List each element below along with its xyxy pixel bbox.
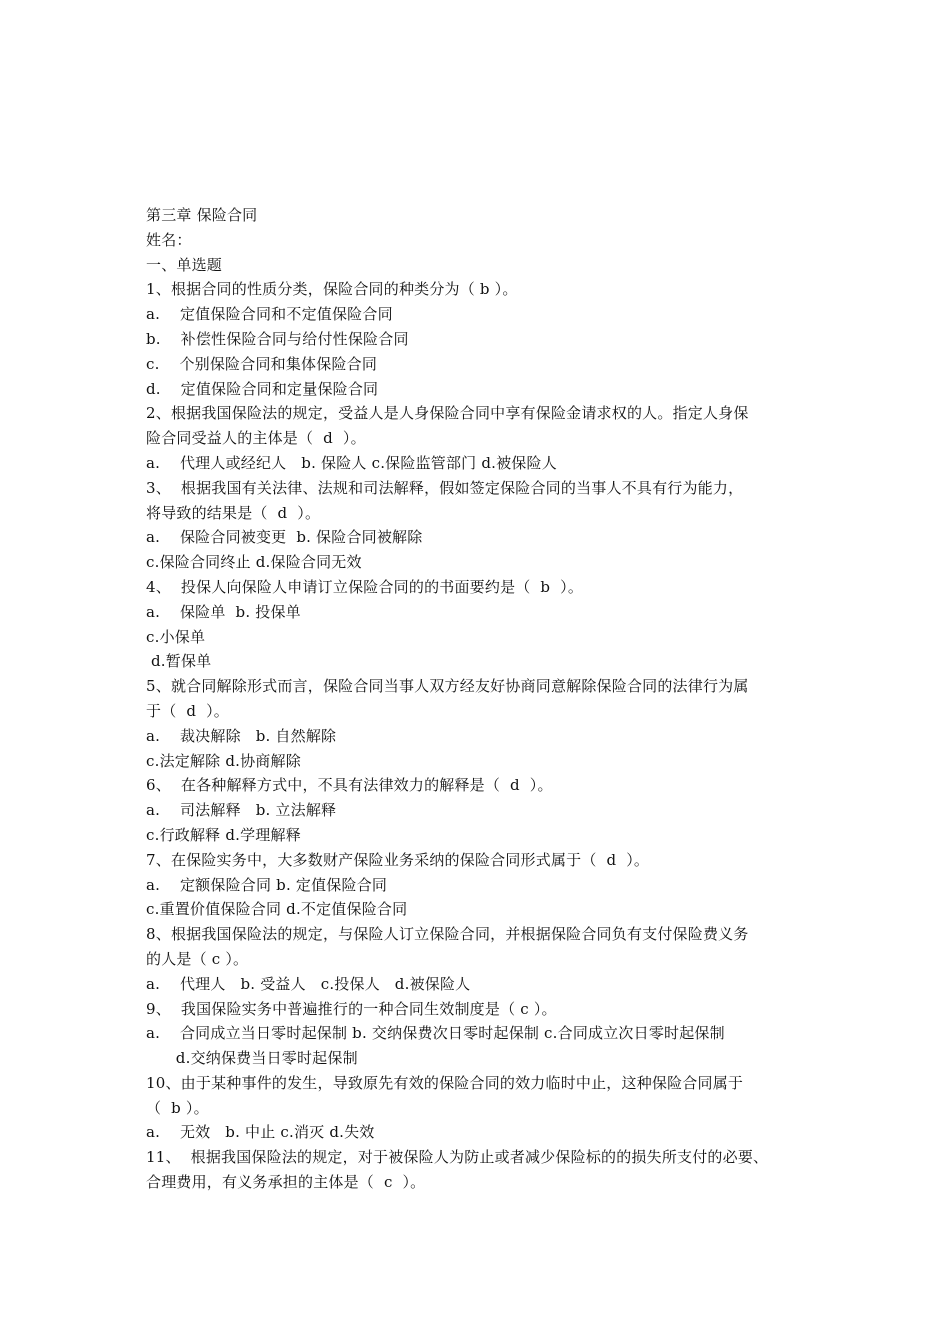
question-3-options-ab: a. 保险合同被变更 b. 保险合同被解除 xyxy=(146,528,423,547)
question-7-options-cd: c.重置价值保险合同 d.不定值保险合同 xyxy=(146,900,408,919)
question-7-options-ab: a. 定额保险合同 b. 定值保险合同 xyxy=(146,875,388,894)
question-1-option-a: a. 定值保险合同和不定值保险合同 xyxy=(146,305,393,324)
question-11-line-2: 合理费用，有义务承担的主体是（ c ）。 xyxy=(146,1173,426,1192)
chapter-title: 第三章 保险合同 xyxy=(146,206,258,224)
question-2-options: a. 代理人或经纪人 b. 保险人 c.保险监管部门 d.被保险人 xyxy=(146,453,557,472)
question-3-line-1: 3、 根据我国有关法律、法规和司法解释，假如签定保险合同的当事人不具有行为能力， xyxy=(146,478,744,497)
question-11-line-1: 11、 根据我国保险法的规定，对于被保险人为防止或者减少保险标的的损失所支付的必要、 xyxy=(146,1148,769,1167)
question-10-options: a. 无效 b. 中止 c.消灭 d.失效 xyxy=(146,1123,375,1142)
question-3-line-2: 将导致的结果是（ d ）。 xyxy=(146,503,321,522)
question-9: 9、 我国保险实务中普遍推行的一种合同生效制度是（ c ）。 xyxy=(146,999,557,1018)
question-4-option-c: c.小保单 xyxy=(146,627,206,646)
question-4-options-ab: a. 保险单 b. 投保单 xyxy=(146,602,301,621)
question-1: 1、根据合同的性质分类，保险合同的种类分为（ b ）。 xyxy=(146,280,518,299)
question-8-options: a. 代理人 b. 受益人 c.投保人 d.被保险人 xyxy=(146,974,471,993)
question-10-line-2: （ b ）。 xyxy=(146,1098,209,1117)
question-5-line-2: 于（ d ）。 xyxy=(146,701,229,720)
question-9-options-abc: a. 合同成立当日零时起保制 b. 交纳保费次日零时起保制 c.合同成立次日零时起保制 xyxy=(146,1024,725,1043)
section-heading: 一、单选题 xyxy=(146,255,223,274)
question-1-option-c: c. 个别保险合同和集体保险合同 xyxy=(146,354,378,373)
question-6: 6、 在各种解释方式中，不具有法律效力的解释是（ d ）。 xyxy=(146,776,553,795)
name-field-label: 姓名： xyxy=(146,230,192,249)
question-8-line-1: 8、根据我国保险法的规定，与保险人订立保险合同，并根据保险合同负有支付保险费义务 xyxy=(146,925,749,944)
question-5-line-1: 5、就合同解除形式而言，保险合同当事人双方经友好协商同意解除保险合同的法律行为属 xyxy=(146,677,749,696)
question-4-option-d: d.暂保单 xyxy=(146,652,212,671)
question-1-option-b: b. 补偿性保险合同与给付性保险合同 xyxy=(146,329,409,348)
question-2-line-1: 2、根据我国保险法的规定，受益人是人身保险合同中享有保险金请求权的人。指定人身保 xyxy=(146,404,749,423)
question-6-options-cd: c.行政解释 d.学理解释 xyxy=(146,825,301,844)
question-10-line-1: 10、由于某种事件的发生，导致原先有效的保险合同的效力临时中止，这种保险合同属于 xyxy=(146,1073,744,1092)
question-5-options-ab: a. 裁决解除 b. 自然解除 xyxy=(146,726,337,745)
question-9-option-d: d.交纳保费当日零时起保制 xyxy=(146,1049,358,1068)
question-2-line-2: 险合同受益人的主体是（ d ）。 xyxy=(146,429,366,448)
question-1-option-d: d. 定值保险合同和定量保险合同 xyxy=(146,379,379,398)
question-4: 4、 投保人向保险人申请订立保险合同的的书面要约是（ b ）。 xyxy=(146,577,584,596)
question-6-options-ab: a. 司法解释 b. 立法解释 xyxy=(146,801,337,820)
document-body xyxy=(146,203,826,1195)
question-5-options-cd: c.法定解除 d.协商解除 xyxy=(146,751,301,770)
question-3-options-cd: c.保险合同终止 d.保险合同无效 xyxy=(146,553,362,572)
question-8-line-2: 的人是（ c ）。 xyxy=(146,949,249,968)
question-7: 7、在保险实务中，大多数财产保险业务采纳的保险合同形式属于（ d ）。 xyxy=(146,850,650,869)
